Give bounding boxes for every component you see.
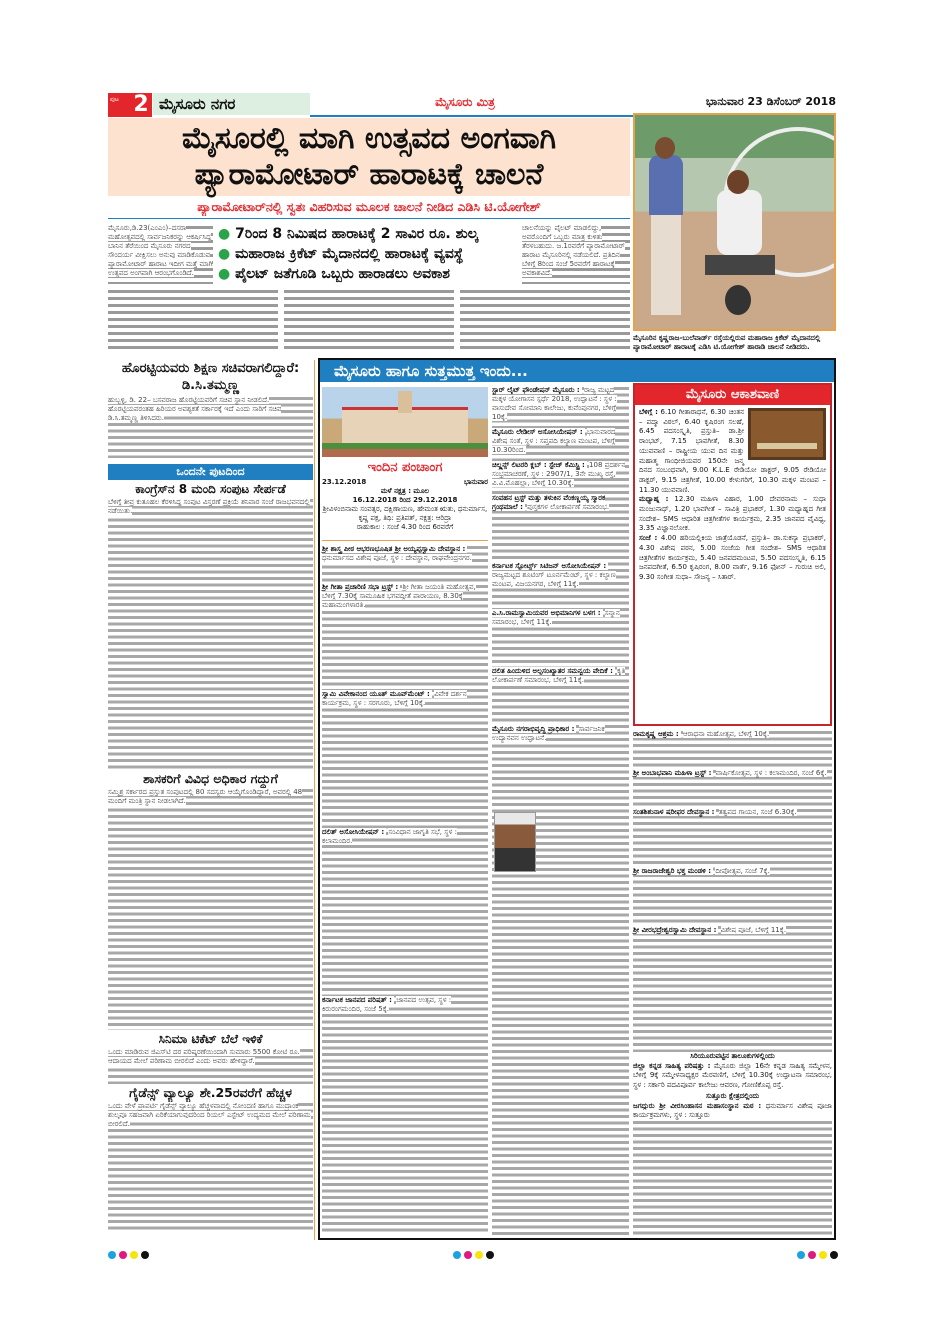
event-title: ಸ್ಟಾರ್ ಲೈಟ್ ಫೌಂಡೇಷನ್ ಮೈಸೂರು : — [492, 386, 580, 394]
today-col3 — [633, 730, 832, 1235]
section-title: ಸಿರಿಯೂರುವಟ್ಟಿನ ತಾಲೂಕುಗಳಲ್ಲಿಂದು — [690, 1052, 775, 1060]
event-item — [492, 725, 629, 743]
panchanga — [322, 478, 488, 532]
event-text: ದೀಪೋತ್ಸವ, ಸಂಜೆ 7ಕ್ಕೆ. — [715, 867, 770, 875]
issue-date: ಭಾನುವಾರ 23 ಡಿಸೆಂಬರ್ 2018 — [705, 95, 836, 108]
event-text: ವಿಶೇಷ ಪೂಜೆ, ಬೆಳಿಗ್ಗೆ 11ಕ್ಕೆ. — [720, 926, 787, 934]
event-item — [492, 461, 629, 488]
page-number: 2 — [130, 93, 152, 117]
article-text: ಬೆಳಿಗ್ಗೆ ತೀವ್ರ ಕುತೂಹಲ ಕೆರಳಿಸಿದ್ದ ಸಂಪುಟ ವಿಸ್ತರಣೆ ಪ್ರಕ್ರಿಯೆ ಶನಿವಾರ ಸಂಜೆ ರಾಜಭವನದಲ್ಲಿ ನಡೆಯಿತು. — [108, 498, 310, 515]
lead-right-text — [522, 224, 630, 284]
event-item — [492, 562, 629, 589]
article-headline: ಹೊರಟ್ಟಿಯವರು ಶಿಕ್ಷಣ ಸಚಿವರಾಗಲಿದ್ದಾರೆ: ಡಿ.ಸಿ.ತಮ್ಮಣ್ಣ — [121, 361, 300, 393]
today-col1 — [322, 545, 488, 1235]
event-text: ಪುಸ್ತಕಗಳ ಲೋಕಾರ್ಪಣೆ ಸಮಾರಂಭ. — [527, 503, 610, 511]
left-column — [108, 360, 313, 1240]
lead-subhead: ಪ್ಯಾರಾಮೋಟಾರ್‌ನಲ್ಲಿ ಸ್ವತಃ ವಿಹರಿಸುವ ಮೂಲಕ ಚಾಲನೆ ನೀಡಿದ ಎಡಿಸಿ ಟಿ.ಯೋಗೇಶ್ — [197, 199, 541, 214]
event-item — [322, 828, 488, 846]
registration-marks — [453, 1244, 497, 1263]
event-title: ಮೈಸೂರು ನಗರಾಭಿವೃದ್ಧಿ ಪ್ರಾಧಿಕಾರ : — [492, 725, 575, 733]
event-item — [633, 769, 832, 778]
radio-slot-label: ಸಂಜೆ : — [639, 534, 658, 543]
panchanga-line: ರಾಹುಕಾಲ : ಸಂಜೆ 4.30 ರಿಂದ 6ರವರೆಗೆ — [356, 523, 454, 531]
divider — [322, 540, 488, 541]
radio-photo — [748, 408, 826, 460]
event-text: ಸಂವಿಧಾನ ಜಾಗೃತಿ ಸಭೆ, ಸ್ಥಳ : ಕಲಾಮಂದಿರ. — [322, 828, 458, 845]
event-text: ಸಾರ್ವಜನಿಕ ಉದ್ಯಾನವನ ಉದ್ಘಾಟನೆ. — [492, 725, 605, 742]
event-text: ಜಾನಪದ ಉತ್ಸವ, ಸ್ಥಳ : ಕಿರುರಂಗಮಂದಿರ, ಸಂಜೆ 5ಕ್ಕೆ. — [322, 996, 452, 1013]
article-body — [108, 1102, 313, 1232]
lead-right-text-body: ಚಾಲನೆಯನ್ನು ಪೈಲಟ್ ಮಾಡಲಿದ್ದು, ಅವರೊಂದಿಗೆ ಒಬ್ಬರು ಮಾತ್ರ ಕುಳಿತು ತೆರಳಬಹುದು. ಜ.1ರವರೆಗೆ ಪ್ಯಾರಾಮೋಟಾರ್ ಹಾರಾಟ ಮೈಸೂರಿನಲ್ಲಿ ನಡೆಯಲಿದೆ. ಪ್ರತಿದಿನ ಬೆಳಿಗ್ಗೆ 8ರಿಂದ ಸಂಜೆ 5ರವರೆಗೆ ಹಾರಾಟಕ್ಕೆ ಅವಕಾಶವಿದೆ. — [522, 224, 625, 277]
event-title: ಕರ್ನಾಟಕ ಜಾನಪದ ಪರಿಷತ್ : — [322, 996, 392, 1004]
lead-body-columns — [108, 288, 630, 352]
event-text: ಕೃತಿ ಲೋಕಾರ್ಪಣೆ ಸಮಾರಂಭ, ಬೆಳಿಗ್ಗೆ 11ಕ್ಕೆ. — [492, 667, 626, 684]
event-title: ಶ್ರೀ ಶಾಸ್ತ್ರ ಪೀಠ ಆಭರಣಭೂಷಿತ ಶ್ರೀ ಅಯ್ಯಪ್ಪಸ್ವಾಮಿ ದೇವಸ್ಥಾನ : — [322, 545, 466, 553]
lead-headline-line-2: ಪ್ಯಾರಾಮೋಟಾರ್ ಹಾರಾಟಕ್ಕೆ ಚಾಲನೆ — [194, 157, 544, 192]
section-title: ಸುತ್ತೂರು ಕ್ಷೇತ್ರದಲ್ಲಿಂದು — [705, 1092, 760, 1100]
radio-slot-label: ಬೆಳಿಗ್ಗೆ : — [639, 408, 658, 416]
event-text: ಭಾನುವಾರದ ವಿಶೇಷ ಸಂತೆ, ಸ್ಥಳ : ಸಪ್ತಪದಿ ಕಲ್ಯಾಣ ಮಂಟಪ, ಬೆಳಿಗ್ಗೆ 10.30ರಿಂದ. — [492, 428, 616, 454]
column-rule — [314, 360, 315, 1240]
event-text: ವಿವೇಕ ದರ್ಶನ ಕಾರ್ಯಕ್ರಮ, ಸ್ಥಳ : ಸರಗೂರು, ಬೆಳಿಗ್ಗೆ 10ಕ್ಕೆ. — [322, 690, 467, 707]
bullet-item: ● 7ರಿಂದ 8 ನಿಮಿಷದ ಹಾರಾಟಕ್ಕೆ 2 ಸಾವಿರ ರೂ. ಶುಲ್ಕ — [218, 226, 479, 242]
panchanga-line: ಮಳೆ ನಕ್ಷತ್ರ : ಮೂಲ — [380, 487, 430, 495]
today-title: ಮೈಸೂರು ಹಾಗೂ ಸುತ್ತಮುತ್ತ ಇಂದು... — [320, 360, 834, 382]
paper-name: ಮೈಸೂರು ಮಿತ್ರ — [435, 95, 495, 109]
event-text: ವಾರ್ಷಿಕೋತ್ಸವ, ಸ್ಥಳ : ಕಲಾಮಂದಿರ, ಸಂಜೆ 6ಕ್ಕೆ. — [715, 769, 827, 777]
today-col2 — [492, 386, 629, 1236]
event-text: ಧನುರ್ಮಾಸ ವಿಶೇಷ ಪೂಜಾ ಕಾರ್ಯಕ್ರಮಗಳು, ಸ್ಥಳ : ಸುತ್ತೂರು — [633, 1101, 832, 1119]
event-title: ಸಂವಹನ ಟ್ರಸ್ಟ್ ಮತ್ತು ತಳುಕಿನ ವೆಂಕಣ್ಣಯ್ಯ ಸ್ಮಾರಕ ಗ್ರಂಥಮಾಲೆ : — [492, 494, 606, 511]
event-item — [492, 494, 629, 512]
event-text: ಮೈಸೂರು ಜಿಲ್ಲಾ 16ನೇ ಕನ್ನಡ ಸಾಹಿತ್ಯ ಸಮ್ಮೇಳನ, ಬೆಳಿಗ್ಗೆ 9ಕ್ಕೆ ಸಮ್ಮೇಳನಾಧ್ಯಕ್ಷರ ಮೆರವಣಿಗೆ, ಬೆಳಿಗ್ಗೆ 10.30ಕ್ಕೆ ಉದ್ಘಾಟನಾ ಸಮಾರಂಭ, ಸ್ಥಳ : ಸರ್ಕಾರಿ ಪದವಿಪೂರ್ವ ಕಾಲೇಜು ಆವರಣ, ಗೋಣಿಕೊಪ್ಪ ರಸ್ತೆ. — [633, 1061, 832, 1089]
article-headline: ಗೈಡೆನ್ಸ್ ವ್ಯಾಲ್ಯೂ ಶೇ.25ರವರೆಗೆ ಹೆಚ್ಚಳ — [129, 1085, 292, 1100]
event-title: ಶ್ರೀ ಗೀತಾ ಪ್ರಚಾರಿಣಿ ಸಭಾ ಟ್ರಸ್ಟ್ : — [322, 583, 399, 591]
panchanga-weekday: ಭಾನುವಾರ — [463, 478, 488, 486]
parameter-photo — [633, 113, 836, 331]
article-text: ಒಂದು ಮಾಡಿರುವ ಜಿಎಸ್‌ಟಿ ದರ ಪರಿಷ್ಕರಣೆಯಿಂದಾಗಿ ಸುಮಾರು 5500 ಕೋಟಿ ರೂ. ಆದಾಯದ ಮೇಲೆ ಪರಿಣಾಮ ಬೀರಲಿದೆ ಎಂದು ಅವರು ಹೇಳಿದ್ದಾರೆ. — [108, 1048, 300, 1065]
page-number-badge — [108, 93, 130, 117]
palace-photo — [322, 387, 488, 457]
lead-headline-line-1: ಮೈಸೂರಲ್ಲಿ ಮಾಗಿ ಉತ್ಸವದ ಅಂಗವಾಗಿ — [181, 121, 557, 156]
bullet-text: ಮಹಾರಾಜ ಕ್ರಿಕೆಟ್ ಮೈದಾನದಲ್ಲಿ ಹಾರಾಟಕ್ಕೆ ವ್ಯವಸ್ಥೆ — [235, 246, 464, 262]
page-label: ಪುಟ — [110, 96, 119, 103]
article-headline: ಕಾಂಗ್ರೆಸ್‌ನ 8 ಮಂದಿ ಸಂಪುಟ ಸೇರ್ಪಡೆ — [135, 482, 286, 496]
bullet-item: ● ಮಹಾರಾಜ ಕ್ರಿಕೆಟ್ ಮೈದಾನದಲ್ಲಿ ಹಾರಾಟಕ್ಕೆ ವ್ಯವಸ್ಥೆ — [218, 246, 464, 262]
event-title: ಶ್ರೀ ರಾಜರಾಜೇಶ್ವರಿ ಭಕ್ತ ಮಂಡಳಿ : — [633, 867, 712, 875]
event-item — [633, 926, 832, 935]
article-text: ಹುಬ್ಬಳ್ಳಿ, ಡಿ. 22– ಬಸವರಾಜ ಹೊರಟ್ಟಿಯವರಿಗೆ ಸಚಿವ ಸ್ಥಾನ ನೀಡಲಿದೆ. ಹೊರಟ್ಟಿಯವರಂತಹ ಹಿರಿಯರ ಅವಶ್ಯಕತೆ ಸರ್ಕಾರಕ್ಕೆ ಇದೆ ಎಂದು ಸಾರಿಗೆ ಸಚಿವ ಡಿ.ಸಿ.ತಮ್ಮಣ್ಣ ತಿಳಿಸಿದರು. — [108, 396, 282, 422]
registration-marks — [797, 1244, 841, 1263]
subhead-rule — [108, 218, 630, 219]
radio-slot-text: 6.10 ಗೀತಾರಾಧನೆ, 6.30 ಚಿಂತನ – ಪದ್ಮಾ ವಿಠಲ್, 6.40 ಕೃಷಿರಂಗ ಸಲಹೆ, 6.45 ಪದಸಂಸ್ಕೃತಿ, ಪ್ರಸ್ತುತಿ– ಡಾ.ಶ್ರೀ ರಾಂಭಟ್, 7.15 ಭಾವಗೀತೆ, 8.30 ಯುವವಾಣಿ – ರಾಷ್ಟ್ರೀಯ ಯುವ ದಿನ ಮತ್ತು ಮಹಾತ್ಮ ಗಾಂಧೀಜಿಯವರ 150ನೇ ಜನ್ಮ ದಿನದ ಸಂಬಂಧವಾಗಿ, 9.00 K.L.E ರೇಡಿಯೋ ಡಾಕ್ಟರ್, 9.05 ರೇಡಿಯೋ ಡಾಕ್ಟರ್, 9.15 ಚಿತ್ರಗೀತೆ, 10.00 ಕೇಳುಗರಿಗೆ, 10.30 ಮಕ್ಕಳ ಮಂಟಪ – 11.30 ಯುವವಾಣಿ. — [639, 408, 826, 494]
bullet-text: 7ರಿಂದ 8 ನಿಮಿಷದ ಹಾರಾಟಕ್ಕೆ 2 ಸಾವಿರ ರೂ. ಶುಲ್ಕ — [235, 226, 479, 242]
event-text: ಧನುರ್ಮಾಸದ ವಿಶೇಷ ಪೂಜೆ, ಸ್ಥಳ : ದೇವಸ್ಥಾನ, ರಾಘವೇಂದ್ರನಗರ. — [322, 554, 472, 562]
event-title: ಶ್ರೀ ಅಂಬಾಭವಾನಿ ಮಹಿಳಾ ಟ್ರಸ್ಟ್ : — [633, 769, 712, 777]
registration-marks — [108, 1244, 152, 1263]
event-item — [492, 386, 629, 422]
event-text: 108 ಪ್ರದರ್ಶನ ಸಂಭ್ರಮಾಚರಣೆ, ಸ್ಥಳ : 2907/1, 3ನೇ ಮುಖ್ಯ ರಸ್ತೆ, ವಿ.ವಿ.ಮೊಹಲ್ಲಾ, ಬೆಳಿಗ್ಗೆ 10.30ಕ್ಕೆ. — [492, 461, 626, 487]
radio-slot-text: 12.30 ಮಹಿಳಾ ವಿಹಾರ, 1.00 ದೇವರನಾಮ – ಸುಧಾ ಮಂಜುನಾಥ್, 1.20 ಭಾವಗೀತೆ – ಸಾವಿತ್ರಿ ಪ್ರಭಾಕರ್, 1.30 ಮಧ್ಯಾಹ್ನದ ಗೀತ ಸಂದೇಶ– SMS ಆಧಾರಿತ ಚಿತ್ರಗೀತೆಗಳ ಕಾರ್ಯಕ್ರಮ, 2.35 ಜಾನಪದ ವೈವಿಧ್ಯ, 3.35 ವಿಜ್ಞಾನಲೋಕ. — [639, 495, 826, 533]
panchanga-line: ಶ್ರೀವಿಳಂಬಿನಾಮ ಸಂವತ್ಸರ, ದಕ್ಷಿಣಾಯಣ, ಹೇಮಂತ ಋತು, ಧನುರ್ಮಾಸ, ಕೃಷ್ಣ ಪಕ್ಷ, ತಿಥಿ: ಪ್ರತಿಪತ್, ನಕ್ಷತ್ರ: ಆರಿದ್ರಾ — [322, 505, 488, 522]
event-item — [322, 583, 488, 610]
radio-slot-label: ಮಧ್ಯಾಹ್ನ : — [639, 495, 669, 504]
lead-intro — [108, 224, 213, 284]
event-text: ಶ್ರೀ ಗೀತಾ ಜಯಂತಿ ಮಹೋತ್ಸವ, ಬೆಳಿಗ್ಗೆ 7.30ಕ್ಕೆ ಸಾಮೂಹಿಕ ಭಗವದ್ಗೀತೆ ಪಾರಾಯಣ, 8.30ಕ್ಕೆ ಮಹಾಮಂಗಳಾರತಿ. — [322, 583, 476, 609]
radio-box — [633, 383, 832, 726]
event-text: ಆರಾಧನಾ ಮಹೋತ್ಸವ, ಬೆಳಿಗ್ಗೆ 10ಕ್ಕೆ. — [682, 730, 770, 738]
event-item — [492, 428, 629, 455]
article-text: ಒಂದು ವೇಳೆ ಪ್ರಾಪರ್ಟಿ ಗೈಡೆನ್ಸ್ ವ್ಯಾಲ್ಯೂ ಹೆಚ್ಚಳವಾದಲ್ಲಿ ನೋಂದಣಿ ಹಾಗೂ ಮುದ್ರಾಂಕ ಶುಲ್ಕವೂ ಸಹಜವಾಗಿ ಏರಿಕೆಯಾಗುವುದರಿಂದ ರಿಯಲ್ ಎಸ್ಟೇಟ್ ಉದ್ಯಮದ ಮೇಲೆ ಪರಿಣಾಮ ಬೀರಲಿದೆ. — [108, 1102, 311, 1128]
continued-banner: ಒಂದನೇ ಪುಟದಿಂದ — [108, 464, 313, 480]
article-headline: ಸಿನಿಮಾ ಟಿಕೆಟ್ ಬೆಲೆ ಇಳಿಕೆ — [158, 1032, 263, 1046]
panchanga-line: 16.12.2018 ರಿಂದ 29.12.2018 — [352, 496, 458, 504]
article-body — [108, 396, 313, 458]
article-text: ಸಮ್ಮಿಶ್ರ ಸರ್ಕಾರದ ಪ್ರಸ್ತುತ ಸಂಪುಟದಲ್ಲಿ 80 ಸದಸ್ಯರು ಆಯ್ಕೆಗೊಂಡಿದ್ದಾರೆ, ಅವರಲ್ಲಿ 48 ಮಂದಿಗೆ ಮಂತ್ರಿ ಸ್ಥಾನ ನೀಡಲಾಗಿದೆ. — [108, 788, 303, 805]
event-text: ರಾಜ್ಯಮಟ್ಟದ ಶೂಟಿಂಗ್ ಟೂರ್ನಮೆಂಟ್, ಸ್ಥಳ : ಕಲ್ಯಾಣ ಮಂಟಪ, ವಿಜಯನಗರ, ಬೆಳಿಗ್ಗೆ 11ಕ್ಕೆ. — [492, 571, 616, 588]
portrait-photo — [494, 812, 536, 872]
event-item — [322, 545, 488, 563]
article-headline: ಶಾಸಕರಿಗೆ ವಿವಿಧ ಅಧಿಕಾರ ಗದ್ದುಗೆ — [143, 771, 278, 786]
event-title: ರಾಮಕೃಷ್ಣ ಆಶ್ರಮ : — [633, 730, 679, 738]
event-title: ಶ್ರೀ ವೀರಭದ್ರೇಶ್ವರಸ್ವಾಮಿ ದೇವಸ್ಥಾನ : — [633, 926, 717, 934]
article-body — [108, 498, 313, 770]
bullet-text: ಪೈಲಟ್ ಜತೆಗೂಡಿ ಒಬ್ಬರು ಹಾರಾಡಲು ಅವಕಾಶ — [235, 266, 450, 282]
radio-slot — [639, 534, 826, 583]
event-title: ದಲಿತ ಹಿಂದುಳಿದ ಅಲ್ಪಸಂಖ್ಯಾತರ ಸಮನ್ವಯ ವೇದಿಕೆ : — [492, 667, 613, 675]
event-item — [322, 690, 488, 708]
event-title: ಕರ್ನಾಟಕ ಸ್ಪೋರ್ಟ್ಸ್ ಸಿಟಿಜನ್ ಅಸೋಸಿಯೇಷನ್ : — [492, 562, 607, 570]
event-title: ಮೈಸೂರು ಲೇಡೀಸ್ ಅಸೋಸಿಯೇಷನ್ : — [492, 428, 583, 436]
panchanga-date: 23.12.2018 — [322, 478, 367, 486]
event-text: ಸನ್ಮಾನ ಸಮಾರಂಭ, ಬೆಳಿಗ್ಗೆ 11ಕ್ಕೆ. — [492, 609, 620, 626]
event-title: ಜಿಲ್ಲಾ ಕನ್ನಡ ಸಾಹಿತ್ಯ ಪರಿಷತ್ತು : — [633, 1061, 711, 1070]
panchanga-title: ಇಂದಿನ ಪಂಚಾಂಗ — [367, 460, 443, 475]
event-title: ಎ.ಸಿ.ರಾಮಸ್ವಾಮಿಯವರ ಅಭಿಮಾನಿಗಳ ಬಳಗ : — [492, 609, 601, 617]
event-title: ಜಗದ್ಗುರು ಶ್ರೀ ವೀರಸಿಂಹಾಸನ ಮಹಾಸಂಸ್ಥಾನ ಮಠ : — [633, 1101, 762, 1110]
radio-title: ಮೈಸೂರು ಆಕಾಶವಾಣಿ — [635, 385, 830, 405]
photo-caption: ಮೈಸೂರಿನ ಕೃಷ್ಣರಾಜ-ಬುಲೆವಾರ್ಡ್ ರಸ್ತೆಯಲ್ಲಿರುವ ಮಹಾರಾಜ ಕ್ರಿಕೆಟ್ ಮೈದಾನದಲ್ಲಿ ಪ್ಯಾರಾಮೋಟಾರ್ ಹಾರಾಟಕ್ಕೆ ಎಡಿಸಿ ಟಿ.ಯೋಗೇಶ್ ಹಾರಾಡಿ ಚಾಲನೆ ನೀಡಿದರು. — [633, 334, 821, 351]
event-item — [633, 867, 832, 876]
article-body — [108, 788, 313, 1030]
event-item — [492, 667, 629, 685]
lead-intro-text: ಮೈಸೂರು,ಡಿ.23(ಎಂಎಂ)–ದಸರಾ ಮಹೋತ್ಸವದಲ್ಲಿ ಸಾರ್ವಜನಿಕರನ್ನು ಆಕರ್ಷಿಸಿದ್ದ ಬಾನಿನ ತೆರೆಯಿಂದ ಮೈಸೂರು ನಗರದ ಸೌಂದರ್ಯ ವೀಕ್ಷಿಸಲು ಅನುವು ಮಾಡಿಕೊಡುವ ಪ್ಯಾರಾಮೋಟಾರ್ ಹಾರಾಟ ಇದೀಗ ಮತ್ತೆ ಮಾಗಿ ಉತ್ಸವದ ಅಂಗವಾಗಿ ಆರಂಭಗೊಂಡಿದೆ. — [108, 224, 213, 277]
event-text: ತತ್ವಪದ ಗಾಯನ, ಸಂಜೆ 6.30ಕ್ಕೆ. — [718, 808, 797, 816]
event-item — [322, 996, 488, 1014]
event-title: ದಲಿತ್ ಅಸೋಸಿಯೇಷನ್ : — [322, 828, 385, 836]
radio-slot — [639, 495, 826, 534]
event-title: ಸ್ವಾಮಿ ವಿವೇಕಾನಂದ ಯೂತ್ ಮೂವ್‌ಮೆಂಟ್ : — [322, 690, 430, 698]
bullet-item: ● ಪೈಲಟ್ ಜತೆಗೂಡಿ ಒಬ್ಬರು ಹಾರಾಡಲು ಅವಕಾಶ — [218, 266, 450, 282]
lead-bullets — [218, 224, 518, 284]
lead-headline-box — [108, 118, 630, 196]
event-text: ರಾಜ್ಯ ಮಟ್ಟದ ಮಕ್ಕಳ ಯೋಗಾಸನ ಸ್ಪರ್ಧೆ 2018, ಉದ್ಘಾಟನೆ : ಸ್ಥಳ : ವಾಸುದೇವ ಸೋಮಾನಿ ಕಾಲೇಜು, ಕುವೆಂಪುನಗರ, ಬೆಳಿಗ್ಗೆ 10ಕ್ಕೆ. — [492, 386, 617, 421]
event-item — [633, 730, 832, 739]
event-title: ಚಿಲ್ಡ್ರನ್ಸ್ ಲಿಟರರಿ ಕ್ಲಬ್ : ಸ್ಟೇಜ್ ಕೆಮಿಸ್ಟ್ರಿ : — [492, 461, 585, 469]
event-item — [492, 609, 629, 627]
event-title: ಸಂತಶಿಶುನಾಳ ಷರೀಫರ ದೇವಸ್ಥಾನ : — [633, 808, 715, 816]
section-name: ಮೈಸೂರು ನಗರ — [153, 93, 310, 115]
taluk-section — [633, 1052, 832, 1121]
radio-slot-text: 4.00 ಹರಿಯಲ್ಲಿಕಿಯ ಜಾತ್ರೆಯೊಡನೆ, ಪ್ರಸ್ತುತಿ– ಡಾ.ಸುಕನ್ಯಾ ಪ್ರಭಾಕರ್, 4.30 ವಿಶೇಷ ಪಠನ, 5.00 ಸಂಜೆಯ ಗೀತ ಸಂದೇಶ– SMS ಆಧಾರಿತ ಚಿತ್ರಗೀತೆಗಳ ಕಾರ್ಯಕ್ರಮ, 5.40 ಜನಪದಮಂಟಪ, 5.50 ಪದಸಂಸ್ಕೃತಿ, 6.15 ಜನಪದಗೀತೆ, 6.50 ಕೃಷಿರಂಗ, 8.00 ವಾರ್ತೆ, 9.16 ಫೋನ್ – ಗುರುಚಿ ಅಲಿ, 9.30 ಸಂಗೀತ ಸುಧಾ– ಸೌಜನ್ಯ – ಸಿತಾರ್. — [639, 534, 826, 581]
article-body — [108, 1048, 313, 1084]
event-item — [633, 808, 832, 817]
